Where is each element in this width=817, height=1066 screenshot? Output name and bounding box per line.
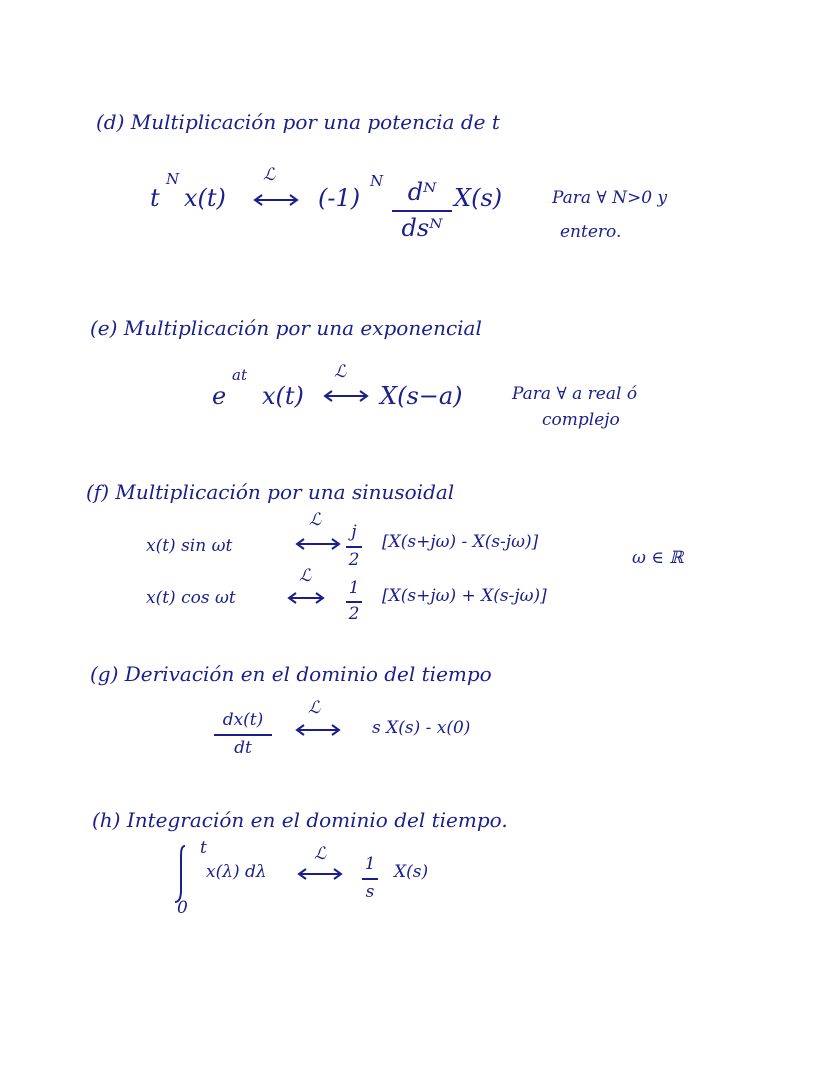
section-e-lhs-sup: at — [232, 366, 247, 384]
section-d-frac-num: dᴺ — [407, 178, 437, 206]
section-g-frac-bar — [214, 734, 272, 736]
section-h-integral-sign — [170, 842, 192, 906]
section-g-frac-num: dx(t) — [222, 710, 264, 730]
section-g-laplace-symbol: ℒ — [308, 698, 321, 718]
section-d-laplace-symbol: ℒ — [263, 165, 276, 185]
section-g-heading: (g) Derivación en el dominio del tiempo — [90, 662, 492, 686]
section-h-laplace-symbol: ℒ — [314, 844, 327, 864]
section-d-bidirectional-arrow — [252, 192, 300, 208]
section-f-row1-rhs: [X(s+jω) - X(s-jω)] — [382, 532, 539, 552]
section-f-row1-bidirectional-arrow — [294, 536, 342, 552]
section-e-note-line1: Para ∀ a real ó — [512, 384, 638, 404]
section-f-row1-frac-den: 2 — [348, 550, 360, 570]
section-d-rhs-transform: X(s) — [454, 184, 503, 212]
section-d-heading: (d) Multiplicación por una potencia de t — [96, 110, 500, 134]
section-f-side-note: ω ∈ ℝ — [632, 548, 684, 568]
section-f-row1-frac-num: j — [351, 522, 357, 542]
section-f-row2-rhs: [X(s+jω) + X(s-jω)] — [382, 586, 547, 606]
section-f-row2-lhs: x(t) cos ωt — [146, 588, 236, 608]
section-f-row2-frac-bar — [346, 601, 362, 603]
section-e-note-line2: complejo — [542, 410, 620, 430]
section-d-note-line1: Para ∀ N>0 y — [552, 188, 668, 208]
section-h-integral-lower: 0 — [177, 898, 188, 918]
section-h-integral-upper: t — [200, 838, 207, 858]
section-h-frac-num: 1 — [364, 854, 376, 874]
section-d-lhs-base: t — [150, 184, 160, 212]
section-f-row1-frac-bar — [346, 546, 362, 548]
section-g-rhs: s X(s) - x(0) — [372, 718, 471, 738]
section-f-row1-laplace-symbol: ℒ — [309, 510, 322, 530]
section-e-heading: (e) Multiplicación por una exponencial — [90, 316, 482, 340]
section-d-rhs-sup: N — [370, 172, 384, 190]
section-d-frac-den: dsᴺ — [401, 214, 443, 242]
section-e-bidirectional-arrow — [322, 388, 370, 404]
section-h-frac-bar — [362, 878, 378, 880]
section-h-frac-den: s — [365, 882, 375, 902]
section-f-row2-frac-den: 2 — [348, 604, 360, 624]
section-f-row2-bidirectional-arrow — [286, 590, 326, 606]
section-f-row2-frac-num: 1 — [348, 578, 360, 598]
section-h-heading: (h) Integración en el dominio del tiempo. — [92, 808, 508, 832]
section-e-rhs: X(s−a) — [380, 382, 463, 410]
section-h-rhs: X(s) — [394, 862, 429, 882]
section-e-lhs-rest: x(t) — [262, 382, 304, 410]
section-d-lhs-rest: x(t) — [184, 184, 226, 212]
section-g-bidirectional-arrow — [294, 722, 342, 738]
section-d-rhs-sign: (-1) — [318, 184, 361, 212]
section-h-integrand: x(λ) dλ — [206, 862, 267, 882]
section-f-row1-lhs: x(t) sin ωt — [146, 536, 233, 556]
section-g-frac-den: dt — [234, 738, 252, 758]
section-d-lhs-sup: N — [166, 170, 180, 188]
section-e-laplace-symbol: ℒ — [334, 362, 347, 382]
section-f-row2-laplace-symbol: ℒ — [299, 566, 312, 586]
section-f-heading: (f) Multiplicación por una sinusoidal — [86, 480, 455, 504]
section-d-note-line2: entero. — [560, 222, 622, 242]
section-d-frac-bar — [392, 210, 452, 212]
section-e-lhs-base: e — [212, 382, 227, 410]
section-h-bidirectional-arrow — [296, 866, 344, 882]
